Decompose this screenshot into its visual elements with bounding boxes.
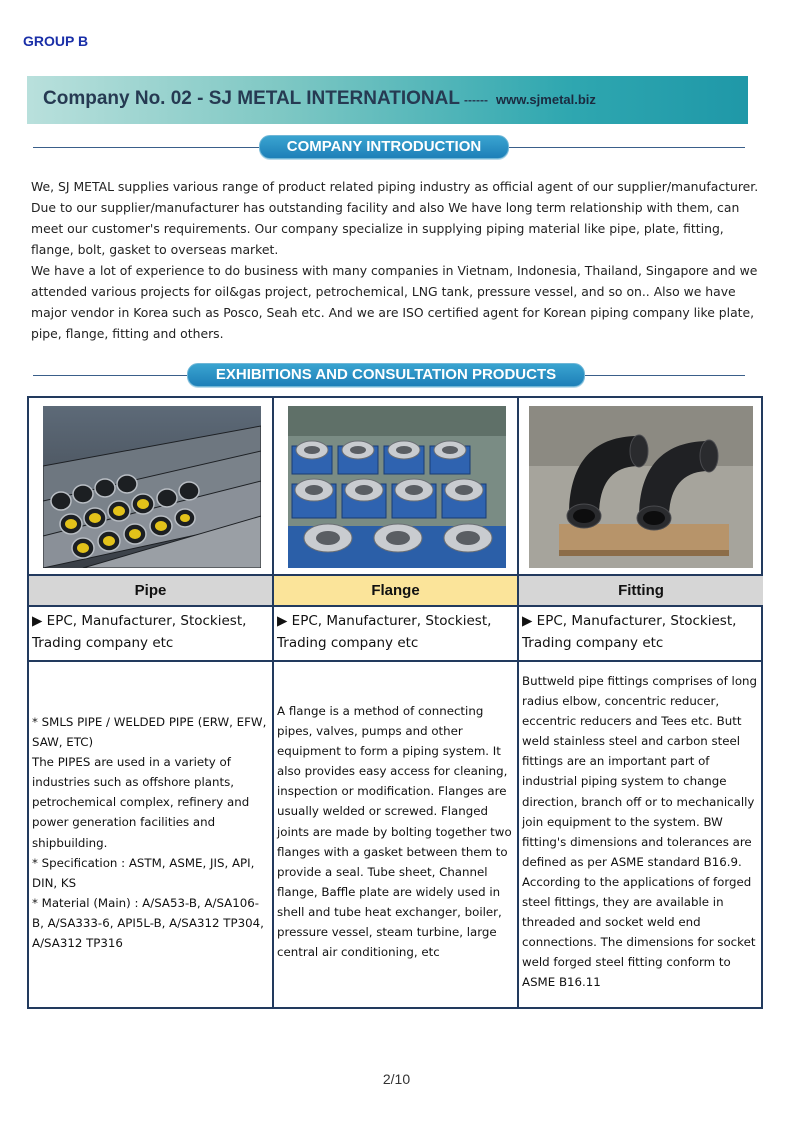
product-column-flange [274, 398, 517, 1007]
banner-dashes: ------ [463, 93, 488, 107]
banner-heading [43, 88, 596, 110]
product-column-fitting [519, 398, 763, 1007]
intro-text [31, 176, 761, 344]
product-name-fitting: Fitting [519, 576, 763, 605]
product-column-pipe [29, 398, 272, 1007]
products-table [27, 396, 763, 1009]
product-role-pipe: ▶ EPC, Manufacturer, Stockiest, Trading company etc [32, 613, 247, 651]
intro-paragraph-1: We, SJ METAL supplies various range of product related piping industry as official agent of our supplier/manufacturer. Due to our supplier/manufacturer has outstanding facility and also We have long term relationship with them, can meet our customer's requirements. Our company specialize in supplying piping material like pipe, plate, fitting, flange, bolt, gasket to overseas market. [31, 179, 759, 257]
product-description-flange: A flange is a method of connecting pipes, valves, pumps and other equipment to form a piping system. It also provides easy access for cleaning, inspection or modification. Flanges are usually welded or screwed. Flanged joints are made by bolting together two flanges with a gasket between them to provide a seal. Tube sheet, Channel flange, Baffle plate are widely used in shell and tube heat exchanger, boiler, pressure vessel, steam turbine, large central air conditioning, etc [277, 704, 512, 960]
products-heading: EXHIBITIONS AND CONSULTATION PRODUCTS [187, 363, 585, 387]
fitting-photo [529, 406, 753, 568]
intro-heading: COMPANY INTRODUCTION [259, 135, 509, 159]
pipe-photo [43, 406, 261, 568]
company-banner [27, 76, 748, 124]
company-url[interactable]: www.sjmetal.biz [495, 92, 596, 107]
intro-paragraph-2: We have a lot of experience to do business with many companies in Vietnam, Indonesia, Thailand, Singapore and we attended various projects for oil&gas project, petrochemical, LNG tank, pressure vessel, and so on.. Also we have major vendor in Korea such as Posco, Seah etc. And we are ISO certified agent for Korean piping company like plate, pipe, flange, fitting and others. [31, 263, 758, 341]
product-role-flange: ▶ EPC, Manufacturer, Stockiest, Trading company etc [277, 613, 492, 651]
group-label: GROUP B [23, 33, 89, 49]
company-title: Company No. 02 - SJ METAL INTERNATIONAL [43, 88, 460, 109]
product-description-fitting: Buttweld pipe fittings comprises of long radius elbow, concentric reducer, eccentric reducers and Tees etc. Butt weld stainless steel and carbon steel fittings are an important part of industrial piping system to change direction, branch off or to mechanically join equipment to the system. BW fitting's dimensions and tolerances are defined as per ASME standard B16.9. According to the applications of forged steel fittings, they are available in threaded and socket weld end connections. The dimensions for socket weld forged steel fitting conform to ASME B16.11 [522, 674, 758, 990]
product-role-fitting: ▶ EPC, Manufacturer, Stockiest, Trading company etc [522, 613, 737, 651]
product-name-pipe: Pipe [29, 576, 272, 605]
product-name-flange: Flange [274, 576, 517, 605]
product-description-pipe: * SMLS PIPE / WELDED PIPE (ERW, EFW, SAW, ETC) The PIPES are used in a variety of industries such as offshore plants, petrochemical complex, refinery and power generation facilities and shipbuilding. * Specification : ASTM, ASME, JIS, API, DIN, KS * Material (Main) : A/SA53-B, A/SA106-B, A/SA333-6, API5L-B, A/SA312 TP304, A/SA312 TP316 [32, 715, 267, 951]
page-number: 2/10 [382, 1071, 411, 1087]
flange-photo [288, 406, 506, 568]
